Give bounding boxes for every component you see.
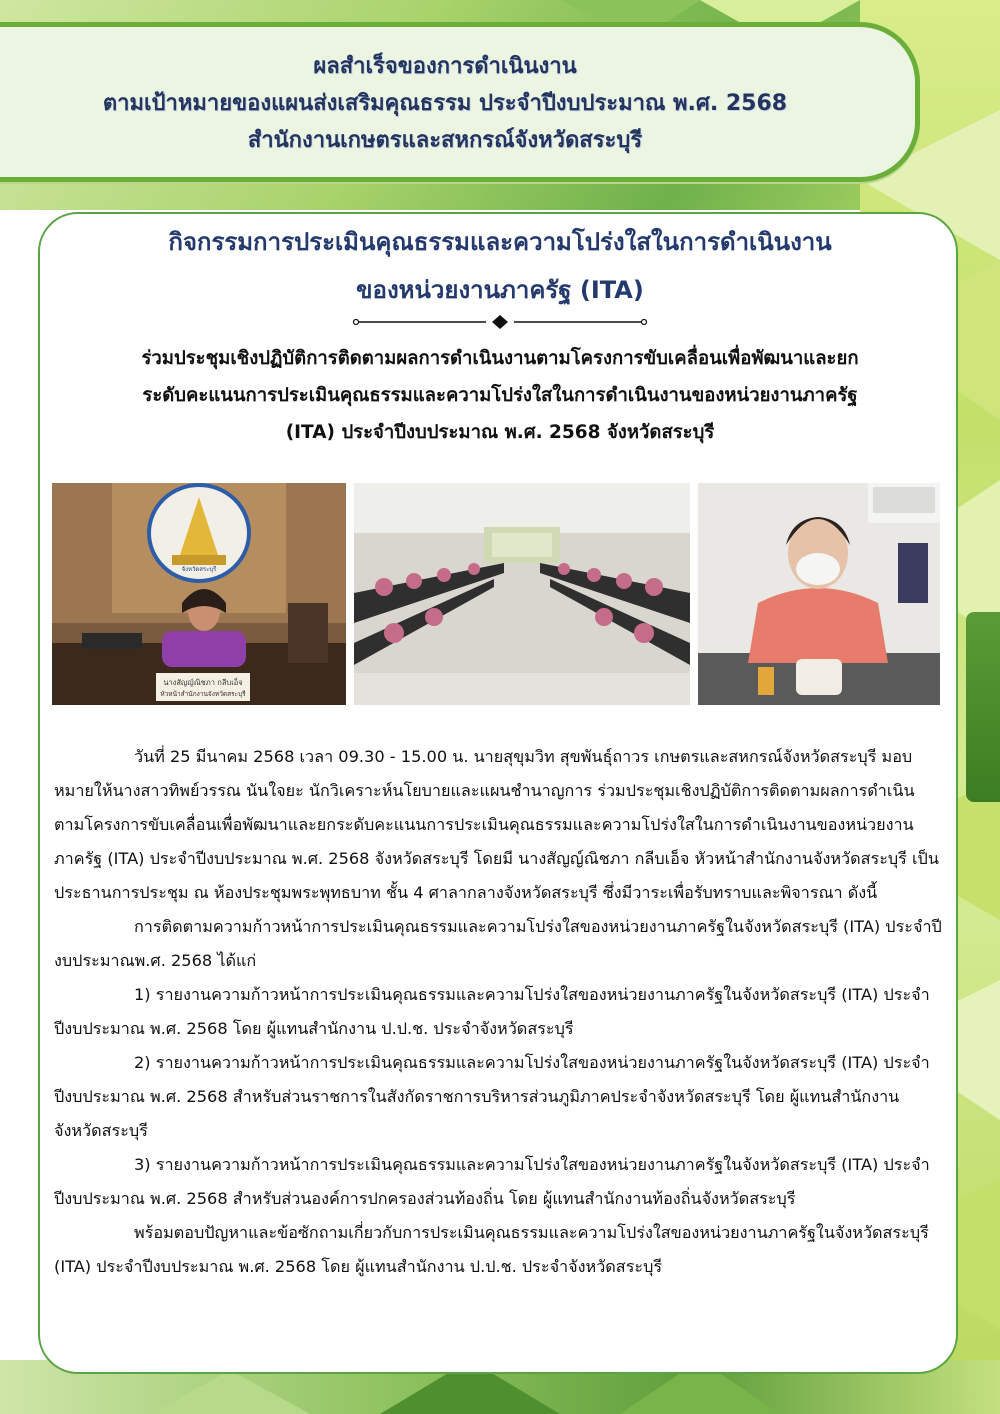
activity-subtitle [60, 340, 940, 451]
page-header [0, 48, 890, 159]
nameplate-line-1: นางสัญญ์ณิชภา กลีบเอ็จ [163, 678, 243, 687]
body-paragraph-3 [54, 978, 944, 1046]
body-paragraph-4-text: 2) รายงานความก้าวหน้าการประเมินคุณธรรมและความโปร่งใสของหน่วยงานภาครัฐในจังหวัดสระบุรี (ITA) ประจำปีงบประมาณ พ.ศ. 2568 สำหรับส่วนราชการในสังกัดราชการบริหารส่วนภูมิภาคประจำจังหวัดสระบุรี โดย ผู้แทนสำนักงานจังหวัดสระบุรี [54, 1053, 930, 1140]
subtitle-line-2: ระดับคะแนนการประเมินคุณธรรมและความโปร่งใสในการดำเนินงานของหน่วยงานภาครัฐ [142, 385, 858, 406]
body-paragraph-5-text: 3) รายงานความก้าวหน้าการประเมินคุณธรรมและความโปร่งใสของหน่วยงานภาครัฐในจังหวัดสระบุรี (ITA) ประจำปีงบประมาณ พ.ศ. 2568 สำหรับส่วนองค์การปกครองส่วนท้องถิ่น โดย ผู้แทนสำนักงานท้องถิ่นจังหวัดสระบุรี [54, 1155, 930, 1208]
nameplate-line-2: หัวหน้าสำนักงานจังหวัดสระบุรี [160, 690, 246, 698]
activity-title-line-2: ของหน่วยงานภาครัฐ (ITA) [356, 276, 644, 304]
body-paragraph-6 [54, 1216, 944, 1284]
header-line-3: สำนักงานเกษตรและสหกรณ์จังหวัดสระบุรี [247, 128, 643, 153]
body-paragraph-1-text: วันที่ 25 มีนาคม 2568 เวลา 09.30 - 15.00 น. นายสุขุมวิท สุขพันธุ์ถาวร เกษตรและสหกรณ์จังหวัดสระบุรี มอบหมายให้นางสาวทิพย์วรรณ นันใจยะ นักวิเคราะห์นโยบายและแผนชำนาญการ ร่วมประชุมเชิงปฏิบัติการติดตามผลการดำเนินตามโครงการขับเคลื่อนเพื่อพัฒนาและยกระดับคะแนนการประเมินคุณธรรมและความโปร่งใสในการดำเนินงานของหน่วยงานภาครัฐ (ITA) ประจำปีงบประมาณ พ.ศ. 2568 จังหวัดสระบุรี โดยมี นางสัญญ์ณิชภา กลีบเอ็จ หัวหน้าสำนักงานจังหวัดสระบุรี เป็นประธานการประชุม ณ ห้องประชุมพระพุทธบาท ชั้น 4 ศาลากลางจังหวัดสระบุรี ซึ่งมีวาระเพื่อรับทราบและพิจารณา ดังนี้ [54, 747, 939, 902]
title-divider [350, 314, 650, 330]
body-paragraph-2 [54, 910, 944, 978]
body-paragraph-5 [54, 1148, 944, 1216]
photo-participant [698, 483, 940, 705]
header-line-1: ผลสำเร็จของการดำเนินงาน [313, 54, 577, 79]
body-paragraph-6-text: พร้อมตอบปัญหาและข้อซักถามเกี่ยวกับการประเมินคุณธรรมและความโปร่งใสของหน่วยงานภาครัฐในจังหวัดสระบุรี (ITA) ประจำปีงบประมาณ พ.ศ. 2568 โดย ผู้แทนสำนักงาน ป.ป.ช. ประจำจังหวัดสระบุรี [54, 1223, 929, 1276]
header-line-2: ตามเป้าหมายของแผนส่งเสริมคุณธรรม ประจำปีงบประมาณ พ.ศ. 2568 [102, 91, 788, 116]
activity-title-line-1: กิจกรรมการประเมินคุณธรรมและความโปร่งใสในการดำเนินงาน [168, 228, 832, 256]
body-paragraph-1 [54, 740, 944, 910]
body-paragraph-4 [54, 1046, 944, 1148]
subtitle-line-3: (ITA) ประจำปีงบประมาณ พ.ศ. 2568 จังหวัดสระบุรี [285, 422, 715, 443]
photo-chairperson [52, 483, 346, 705]
seal-label: จังหวัดสระบุรี [181, 566, 217, 573]
photo-meeting-room [354, 483, 690, 705]
body-paragraph-3-text: 1) รายงานความก้าวหน้าการประเมินคุณธรรมและความโปร่งใสของหน่วยงานภาครัฐในจังหวัดสระบุรี (ITA) ประจำปีงบประมาณ พ.ศ. 2568 โดย ผู้แทนสำนักงาน ป.ป.ช. ประจำจังหวัดสระบุรี [54, 985, 930, 1038]
side-tab [966, 612, 1000, 802]
report-body [54, 740, 944, 1284]
subtitle-line-1: ร่วมประชุมเชิงปฏิบัติการติดตามผลการดำเนินงานตามโครงการขับเคลื่อนเพื่อพัฒนาและยก [141, 348, 859, 369]
body-paragraph-2-text: การติดตามความก้าวหน้าการประเมินคุณธรรมและความโปร่งใสของหน่วยงานภาครัฐในจังหวัดสระบุรี (ITA) ประจำปีงบประมาณพ.ศ. 2568 ได้แก่ [54, 917, 942, 970]
